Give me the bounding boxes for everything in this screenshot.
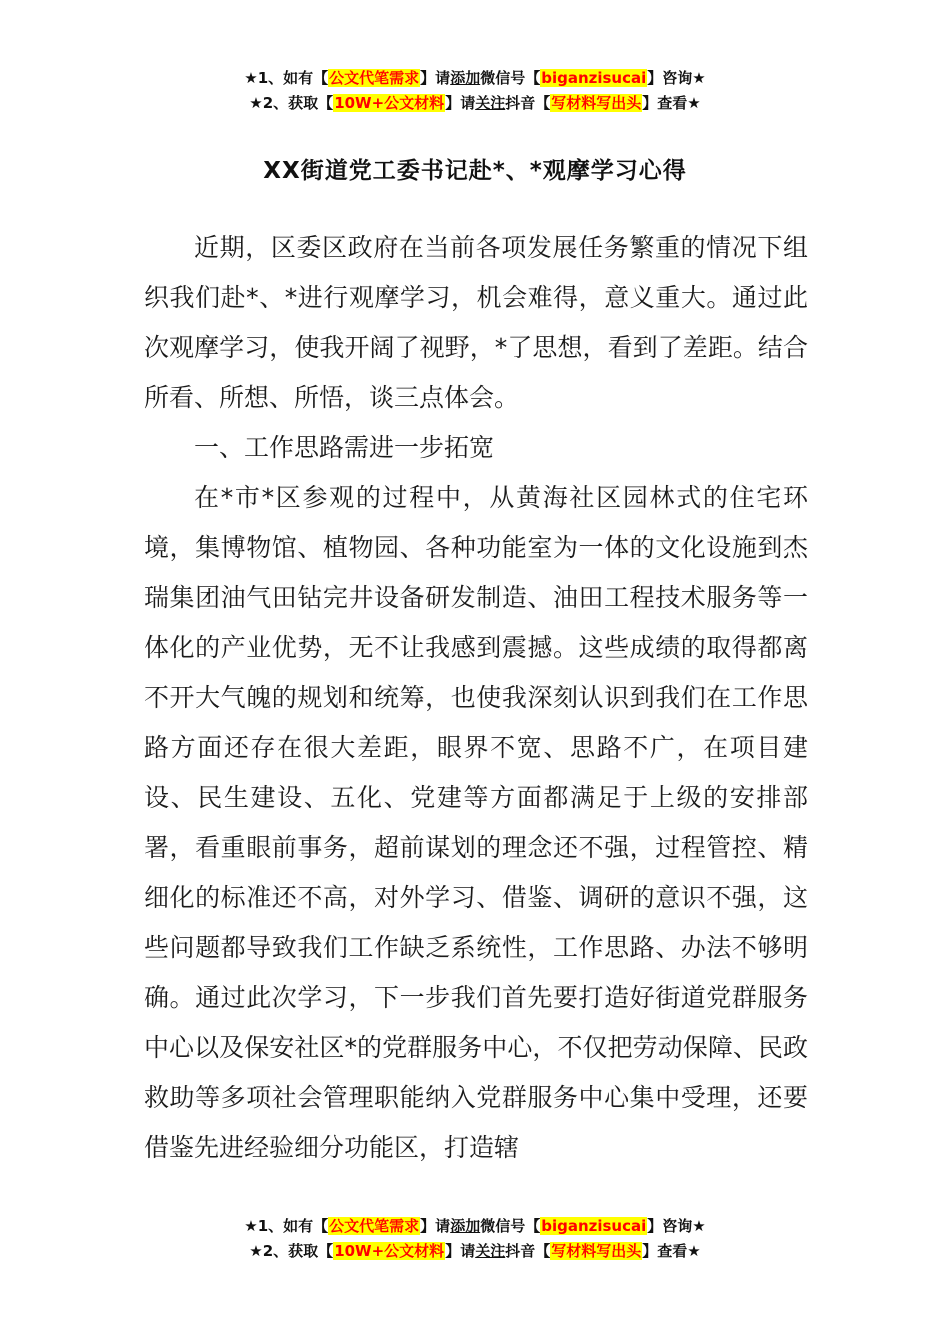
- banner-text: 微信号【: [480, 1217, 541, 1235]
- banner-text: ★1、如有【: [244, 1217, 329, 1235]
- banner-highlight: biganzisucai: [541, 69, 647, 87]
- banner-text: 】请: [420, 1217, 451, 1235]
- banner-text: 】请: [445, 94, 476, 112]
- banner-text: ★2、获取【: [249, 94, 334, 112]
- banner-text: 抖音【: [505, 94, 551, 112]
- banner-text: 微信号【: [480, 69, 541, 87]
- banner-underline: 添加: [450, 69, 481, 87]
- banner-line-1: [0, 1214, 950, 1239]
- banner-highlight: 10W+公文材料: [334, 1242, 445, 1260]
- section-heading: 一、工作思路需进一步拓宽: [194, 433, 495, 462]
- banner-highlight: 写材料写出头: [551, 94, 642, 112]
- banner-line-1: [0, 66, 950, 91]
- banner-highlight: 公文代笔需求: [329, 69, 420, 87]
- banner-underline: 关注: [475, 94, 506, 112]
- banner-highlight: 10W+公文材料: [334, 94, 445, 112]
- paragraph: 近期，区委区政府在当前各项发展任务繁重的情况下组织我们赴*、*进行观摩学习，机会难得，意义重大。通过此次观摩学习，使我开阔了视野，*了思想，看到了差距。结合所看、所想、所悟，谈三点体会。: [144, 233, 808, 412]
- banner-highlight: biganzisucai: [541, 1217, 647, 1235]
- banner-text: ★2、获取【: [249, 1242, 334, 1260]
- banner-highlight: 公文代笔需求: [329, 1217, 420, 1235]
- document-title: XX街道党工委书记赴*、*观摩学习心得: [263, 158, 687, 184]
- banner-text: ★1、如有【: [244, 69, 329, 87]
- banner-highlight: 写材料写出头: [551, 1242, 642, 1260]
- banner-line-2: [0, 91, 950, 116]
- banner-line-2: [0, 1239, 950, 1264]
- banner-text: 】查看★: [642, 1242, 701, 1260]
- footer-banner: [0, 1214, 950, 1264]
- header-banner: [0, 66, 950, 116]
- banner-text: 】请: [420, 69, 451, 87]
- banner-text: 】咨询★: [647, 69, 706, 87]
- banner-underline: 关注: [475, 1242, 506, 1260]
- banner-text: 】查看★: [642, 94, 701, 112]
- banner-text: 】咨询★: [647, 1217, 706, 1235]
- banner-underline: 添加: [450, 1217, 481, 1235]
- paragraph: 在*市*区参观的过程中，从黄海社区园林式的住宅环境，集博物馆、植物园、各种功能室为一体的文化设施到杰瑞集团油气田钻完井设备研发制造、油田工程技术服务等一体化的产业优势，无不让我感到震撼。这些成绩的取得都离不开大气魄的规划和统筹，也使我深刻认识到我们在工作思路方面还存在很大差距，眼界不宽、思路不广，在项目建设、民生建设、五化、党建等方面都满足于上级的安排部署，看重眼前事务，超前谋划的理念还不强，过程管控、精细化的标准还不高，对外学习、借鉴、调研的意识不强，这些问题都导致我们工作缺乏系统性，工作思路、办法不够明确。通过此次学习，下一步我们首先要打造好街道党群服务中心以及保安社区*的党群服务中心，不仅把劳动保障、民政救助等多项社会管理职能纳入党群服务中心集中受理，还要借鉴先进经验细分功能区，打造辖: [144, 483, 808, 1162]
- document-body: [144, 223, 808, 1173]
- banner-text: 抖音【: [505, 1242, 551, 1260]
- banner-text: 】请: [445, 1242, 476, 1260]
